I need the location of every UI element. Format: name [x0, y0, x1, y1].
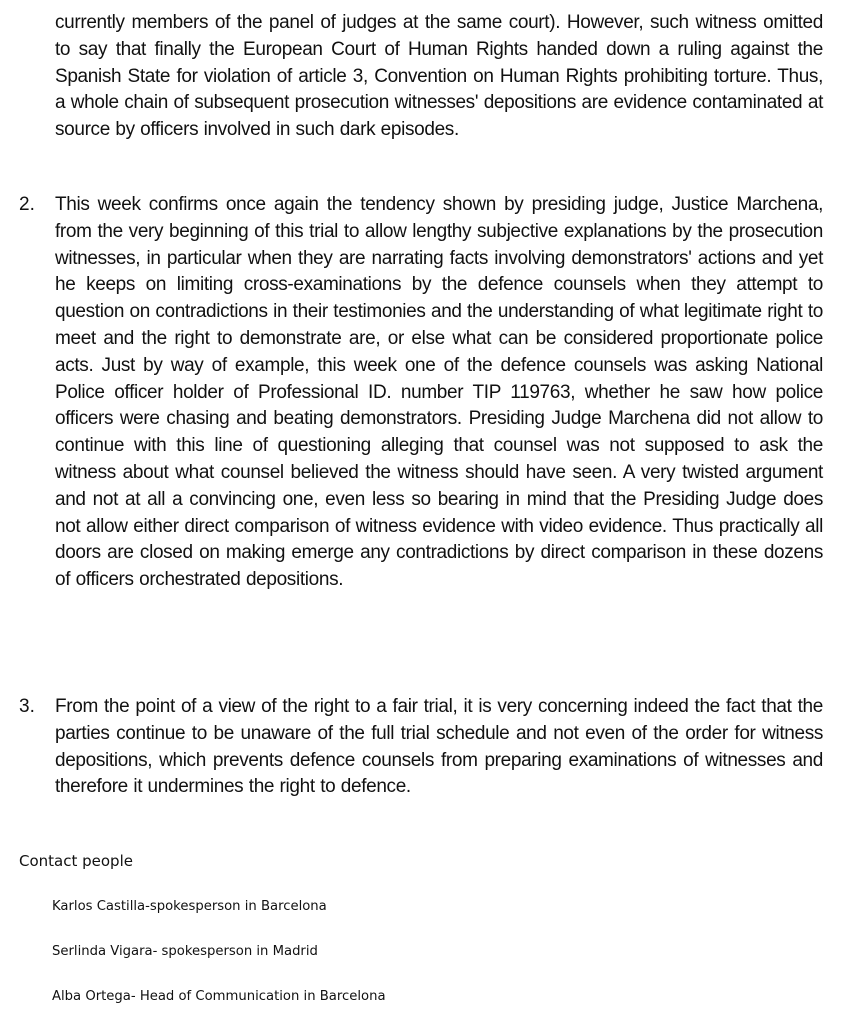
list-item-text: This week confirms once again the tendency shown by presiding judge, Justice Marchena, from the very beginning of this trial to allow lengthy subjective explanations by the prosecution witnesses, in particular when they are narrating facts involving demonstrators' actions and yet he keeps on limiting cross-examinations by the defence counsels when they attempt to question on contradictions in their testimonies and the understanding of what legitimate right to meet and the right to demonstrate are, or else what can be considered proportionate police acts. Just by way of example, this week one of the defence counsels was asking National Police officer holder of Professional ID. number TIP 119763, whether he saw how police officers were chasing and beating demonstrators. Presiding Judge Marchena did not allow to continue with this line of questioning alleging that counsel was not supposed to ask the witness about what counsel believed the witness should have seen. A very twisted argument and not at all a convincing one, even less so bearing in mind that the Presiding Judge does not allow either direct comparison of witness evidence with video evidence. Thus practically all doors are closed on making emerge any contradictions by direct comparison in these dozens of officers orchestrated depositions.: [55, 194, 823, 591]
contact-person: Karlos Castilla-spokesperson in Barcelona: [52, 899, 327, 914]
list-item-number: 2.: [19, 194, 35, 215]
continuation-paragraph: currently members of the panel of judges at the same court). However, such witness omitted to say that finally the European Court of Human Rights handed down a ruling against the Spanish State for violation of article 3, Convention on Human Rights prohibiting torture. Thus, a whole chain of subsequent prosecution witnesses' depositions are evidence contaminated at source by officers involved in such dark episodes.: [55, 12, 823, 141]
list-item-number: 3.: [19, 696, 35, 717]
contact-person: Serlinda Vigara- spokesperson in Madrid: [52, 944, 318, 959]
list-item-text: From the point of a view of the right to a fair trial, it is very concerning indeed the fact that the parties continue to be unaware of the full trial schedule and not even of the order for witness depositions, which prevents defence counsels from preparing examinations of witnesses and therefore it undermines the right to defence.: [55, 696, 823, 798]
contacts-heading: Contact people: [19, 852, 133, 870]
contact-person: Alba Ortega- Head of Communication in Barcelona: [52, 989, 386, 1004]
